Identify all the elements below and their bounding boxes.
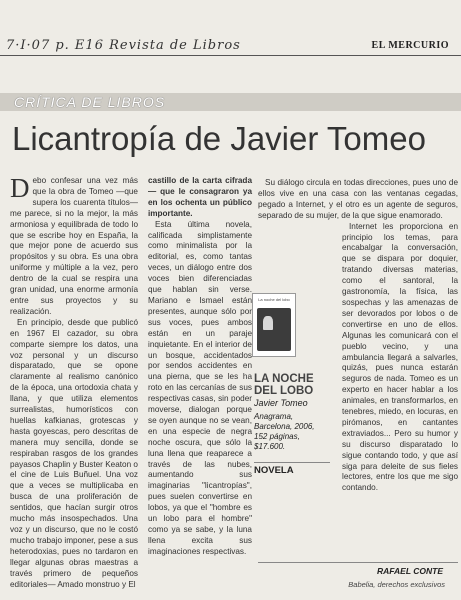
rights-credit: Babelia, derechos exclusivos <box>348 580 445 589</box>
headline: Licantropía de Javier Tomeo <box>12 120 426 157</box>
author-signature: RAFAEL CONTE <box>377 566 443 576</box>
book-publication-info: Anagrama, Barcelona, 2006, 152 páginas, $17.600. <box>254 412 315 451</box>
book-title: LA NOCHE DEL LOBO <box>254 373 314 397</box>
handwritten-date-note: 7·I·07 p. E16 Revista de Libros <box>6 38 241 53</box>
paragraph <box>10 173 138 318</box>
book-author: Javier Tomeo <box>254 398 308 408</box>
section-banner <box>0 93 461 111</box>
signature-rule <box>258 562 458 563</box>
article-column-3 <box>258 178 458 494</box>
publication-name: EL MERCURIO <box>371 40 449 51</box>
paragraph: Su diálogo circula en todas direcciones, pues uno de ellos vive en una casa con las ventanas cegadas, pegado a Internet, y el otro es un agente de seguros, separado de su mujer, de la que sigue enamorado. <box>258 178 458 220</box>
section-title: CRÍTICA DE LIBROS <box>14 94 166 110</box>
article-column-1 <box>10 173 138 590</box>
article-column-2 <box>148 176 252 558</box>
paragraph: castillo de la carta cifrada— que le consagraron ya en los ochenta un público importante. <box>148 176 252 218</box>
paragraph: Internet les proporciona en principio los temas, para encabalgar la conversación, que se dispara por doquier, tratando diversas materias, como el santoral, la gastronomía, la física, las sospechas y las amenazas de ser devorados por lobos o de convertirse en uno de ellos. Algunas les comunicará con el pueblo vecino, y una ambulancia llegará a salvarles, quizás, pues nunca estarán seguros de nada. Tomeo es un experto en hacer hablar a los animales, en transformarlos, en tenebres, miedo, en locuras, en pirómanos, en cantantes extraviados... Pero su humor y su discurso disparatado lo sigue contando todo, y que así siga para deleite de sus fieles lectores, entre los que me sigo contando. <box>342 221 458 493</box>
header-rule <box>0 55 461 56</box>
book-cover-title: La noche del lobo <box>258 297 290 302</box>
paragraph: Esta última novela, calificada simplistamente como minimalista por la editorial, es, como tantas veces, un diálogo entre dos voces bien diferenciadas que hablan sin verse. Mariano e Ismael están presentes, aunque sólo por sus voces, pues ambos están en un paraje inquietante. En el interior de un bosque, accidentados por sendos accidentes en una pierna, que se les ha roto en las cercanías de sus respectivas casas, sin poder moverse, dialogan porque se oyen aunque no se vean, en una especie de negra noche oscura, que sólo la luna llena que reaparece a través de las nubes, aumentando sus imaginarias "licantropías", pues suelen convertirse en lobos, ya que el "hombre es un lobo para el hombre" como ya se sabe, y la luna llena excita sus imaginaciones respectivas. <box>148 219 252 556</box>
drop-cap: D <box>10 173 30 203</box>
paragraph: En principio, desde que publicó en 1967 El cazador, su obra comparte siempre los datos, una voz personal y un discurso disparatado, que se opone claramente al realismo canónico de la época, una ortodoxia chata y llana, y que utiliza elementos surrealistas, humorísticos con huellas kafkianas, grotescas y hasta goyescas, pero descritas de manera muy sencilla, donde se respiraban rasgos de los grandes payasos Chaplin y Buster Keaton o el cine de Luis Buñuel. Una voz que a veces se multiplicaba en busca de una proliferación de sentidos, que hacían surgir otros mucho más insospechados. Una voz y un discurso, que no le costó mucho trabajo imponer, pese a sus heterodoxias, pues no tardaron en llegar algunas obras maestras a través primero de pequeños editoriales— Amado monstruo y El <box>10 317 138 589</box>
paragraph-text: ebo confesar una vez más que la obra de Tomeo —que supera los cuarenta títulos— me parece, si no la mejor, la más armoniosa y equilibrada de todo lo que se escribe hoy en España, la que mejor pone de acuerdo sus propósitos y su obra. Es una obra uniforme y múltiple a la vez, pero dentro de la cual se respira una gran unidad, una enorme armonía entre sus proyectos y su realización. <box>10 176 138 316</box>
book-genre: NOVELA <box>254 462 330 476</box>
